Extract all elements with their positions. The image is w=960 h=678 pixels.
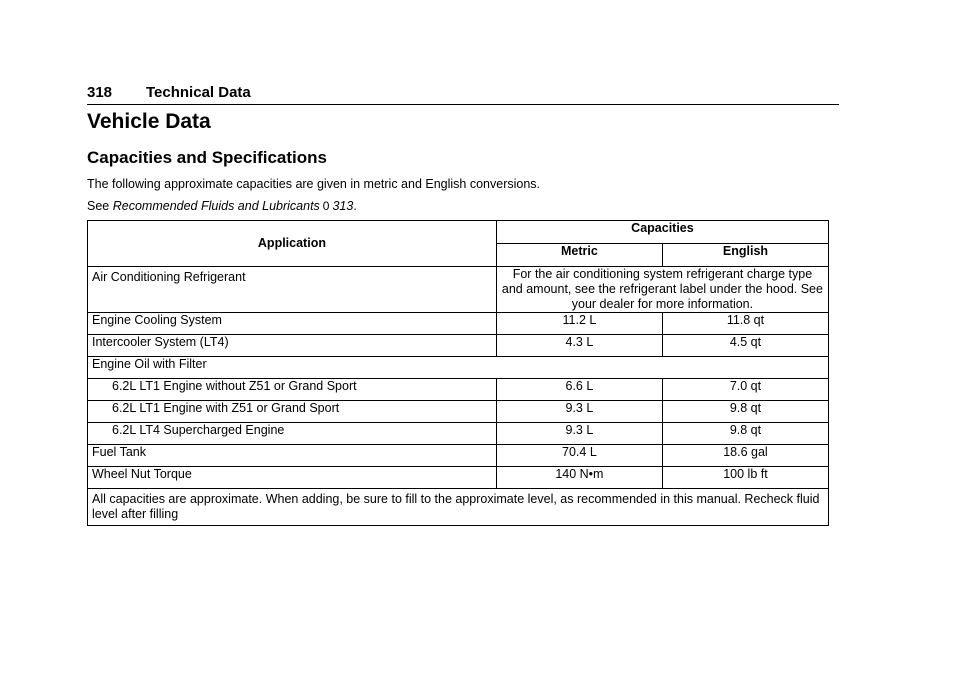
row-english: 11.8 qt bbox=[662, 313, 828, 335]
table-row bbox=[88, 401, 829, 423]
page-number: 318 bbox=[87, 84, 113, 101]
section-subtitle: Capacities and Specifications bbox=[87, 148, 327, 167]
reference-link[interactable]: Recommended Fluids and Lubricants bbox=[112, 199, 320, 213]
row-metric: 9.3 L bbox=[496, 423, 662, 445]
row-metric: 70.4 L bbox=[496, 445, 662, 467]
row-application: 6.2L LT1 Engine with Z51 or Grand Sport bbox=[88, 401, 497, 423]
header-english: English bbox=[662, 244, 828, 267]
table-row bbox=[88, 467, 829, 489]
capacities-table bbox=[87, 220, 829, 526]
table-row bbox=[88, 379, 829, 401]
row-english: 18.6 gal bbox=[662, 445, 828, 467]
page-header bbox=[87, 82, 839, 105]
row-metric: 6.6 L bbox=[496, 379, 662, 401]
row-application: 6.2L LT4 Supercharged Engine bbox=[88, 423, 497, 445]
row-english: 9.8 qt bbox=[662, 423, 828, 445]
row-english: 100 lb ft bbox=[662, 467, 828, 489]
table-row bbox=[88, 357, 829, 379]
see-suffix: . bbox=[353, 199, 357, 213]
header-capacities: Capacities bbox=[496, 221, 828, 244]
table-row bbox=[88, 313, 829, 335]
table-footnote: All capacities are approximate. When adding, be sure to fill to the approximate level, as recommended in this manual. Recheck fluid level after filling bbox=[88, 489, 829, 526]
row-application: 6.2L LT1 Engine without Z51 or Grand Sport bbox=[88, 379, 497, 401]
row-application: Wheel Nut Torque bbox=[88, 467, 497, 489]
table-row bbox=[88, 489, 829, 526]
reference-page[interactable]: 313 bbox=[332, 199, 354, 213]
row-metric: 11.2 L bbox=[496, 313, 662, 335]
row-metric: 9.3 L bbox=[496, 401, 662, 423]
row-english: 4.5 qt bbox=[662, 335, 828, 357]
see-prefix: See bbox=[87, 199, 110, 213]
page-title: Vehicle Data bbox=[87, 110, 211, 133]
table-row bbox=[88, 267, 829, 313]
engine-oil-group-title: Engine Oil with Filter bbox=[88, 357, 829, 379]
header-application: Application bbox=[88, 221, 497, 267]
row-english: 7.0 qt bbox=[662, 379, 828, 401]
table-row bbox=[88, 335, 829, 357]
cross-reference-icon: 0 bbox=[322, 199, 330, 213]
section-title: Technical Data bbox=[146, 84, 251, 101]
header-metric: Metric bbox=[496, 244, 662, 267]
see-reference bbox=[87, 199, 357, 213]
ac-refrigerant-note: For the air conditioning system refrigerant charge type and amount, see the refrigerant label under the hood. See your dealer for more information. bbox=[496, 267, 828, 313]
row-metric: 140 N•m bbox=[496, 467, 662, 489]
row-application: Air Conditioning Refrigerant bbox=[88, 267, 497, 313]
row-application: Intercooler System (LT4) bbox=[88, 335, 497, 357]
row-application: Engine Cooling System bbox=[88, 313, 497, 335]
intro-text: The following approximate capacities are given in metric and English conversions. bbox=[87, 177, 541, 191]
table-row bbox=[88, 423, 829, 445]
table-row bbox=[88, 445, 829, 467]
row-english: 9.8 qt bbox=[662, 401, 828, 423]
row-metric: 4.3 L bbox=[496, 335, 662, 357]
row-application: Fuel Tank bbox=[88, 445, 497, 467]
